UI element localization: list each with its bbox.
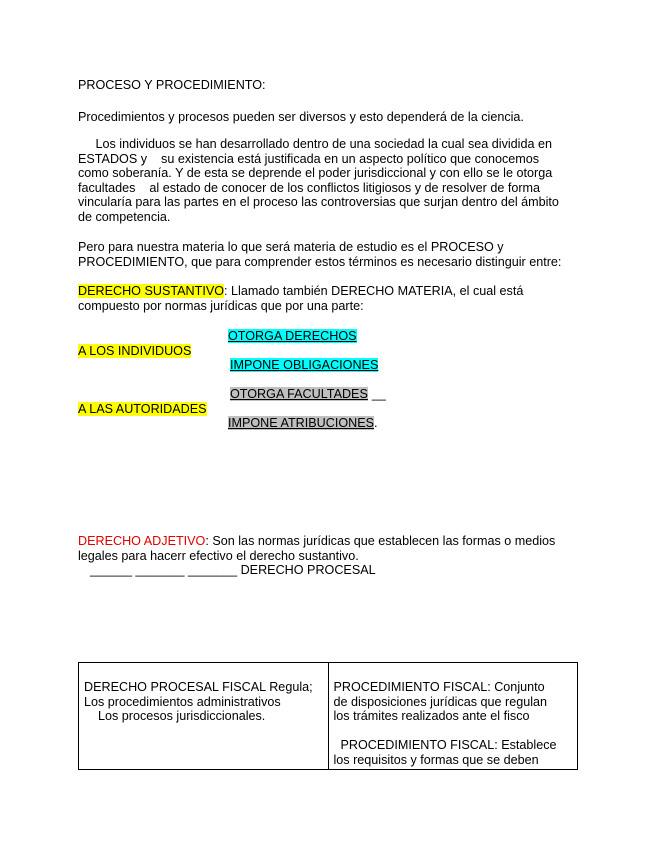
table-cell-line: Los procedimientos administrativos (84, 694, 281, 709)
paragraph-line: ESTADOS y su existencia está justificada en un aspecto político que conocemos (78, 151, 540, 166)
table-row (79, 663, 578, 770)
derecho-adjetivo-text: : Son las normas jurídicas que establecen las formas o medios (205, 534, 556, 548)
underline-tail: __ (371, 387, 386, 401)
paragraph-line: Los individuos se han desarrollado dentro de una sociedad la cual sea dividida en (78, 137, 552, 151)
table-cell-line: los trámites realizados ante el fisco (333, 709, 530, 724)
impone-obligaciones-item: IMPONE OBLIGACIONES (230, 358, 379, 372)
impone-atribuciones-item: IMPONE ATRIBUCIONES (228, 416, 375, 430)
table-cell-line: Los procesos jurisdiccionales. (84, 709, 266, 724)
document-title: PROCESO Y PROCEDIMIENTO: (78, 78, 266, 92)
table-cell-procedimiento-fiscal (328, 663, 578, 770)
table-cell-line: PROCEDIMIENTO FISCAL: Conjunto (333, 680, 545, 694)
derecho-adjetivo-definition (78, 534, 578, 578)
otorga-derechos-item: OTORGA DERECHOS (228, 329, 357, 343)
table-cell-line: DERECHO PROCESAL FISCAL Regula; (84, 680, 313, 694)
derecho-sustantivo-definition (78, 284, 578, 313)
derecho-adjetivo-text: legales para hacerr efectivo el derecho sustantivo. (78, 548, 359, 563)
derecho-sustantivo-text: compuesto por normas jurídicas que por una parte: (78, 298, 364, 313)
autoridades-label: A LAS AUTORIDADES (78, 402, 207, 416)
definitions-table (78, 662, 578, 770)
individuos-label: A LOS INDIVIDUOS (78, 344, 192, 358)
derecho-procesal-line: ______ _______ _______ DERECHO PROCESAL (90, 563, 376, 578)
paragraph-line: vincularía para las partes en el proceso las controversias que surjan dentro del ámbito (78, 195, 559, 210)
table-cell-procesal-fiscal (79, 663, 329, 770)
paragraph-estados (78, 137, 578, 225)
intro-paragraph: Procedimientos y procesos pueden ser diversos y esto dependerá de la ciencia. (78, 110, 524, 124)
otorga-facultades-item: OTORGA FACULTADES (230, 387, 368, 401)
paragraph-line: Pero para nuestra materia lo que será materia de estudio es el PROCESO y (78, 240, 504, 254)
table-cell-line: los requisitos y formas que se deben (333, 752, 539, 767)
paragraph-line: como soberanía. Y de esta se deprende el poder jurisdiccional y con ello se le otorga (78, 166, 553, 181)
table-cell-line: PROCEDIMIENTO FISCAL: Establece (333, 738, 557, 753)
period-tail: . (374, 416, 378, 430)
paragraph-line: PROCEDIMIENTO, que para comprender estos términos es necesario distinguir entre: (78, 254, 562, 269)
table-cell-line: de disposiciones jurídicas que regulan (333, 694, 548, 709)
table-cell-line (334, 724, 573, 739)
paragraph-line: facultades al estado de conocer de los conflictos litigiosos y de resolver de forma (78, 180, 541, 195)
paragraph-materia (78, 240, 578, 269)
derecho-adjetivo-term: DERECHO ADJETIVO (78, 534, 206, 548)
derecho-sustantivo-text: : Llamado también DERECHO MATERIA, el cual está (224, 284, 524, 298)
paragraph-line: de competencia. (78, 209, 171, 224)
derecho-sustantivo-term: DERECHO SUSTANTIVO (78, 284, 225, 298)
